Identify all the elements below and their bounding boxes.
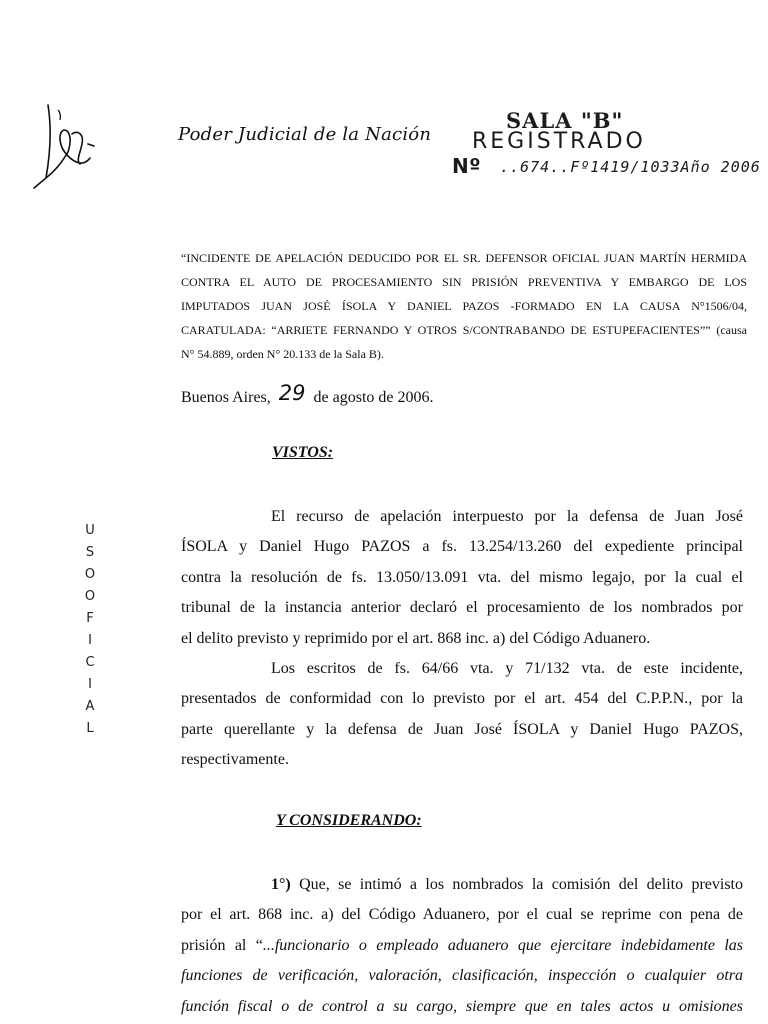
paragraph-line: ÍSOLA y Daniel Hugo PAZOS a fs. 13.254/13.260 del expediente principal bbox=[181, 538, 743, 556]
paragraph-line bbox=[181, 870, 743, 900]
stamp-number-label: Nº bbox=[452, 154, 482, 178]
paragraph-line: por el art. 868 inc. a) del Código Aduanero, por el cual se reprime con pena de bbox=[181, 906, 743, 924]
side-letter: F bbox=[86, 611, 94, 626]
side-letter: U bbox=[85, 523, 95, 538]
paragraph-line: Los escritos de fs. 64/66 vta. y 71/132 vta. de este incidente, bbox=[271, 660, 743, 677]
vistos-paragraph-2 bbox=[181, 654, 743, 776]
caption-line: CONTRA EL AUTO DE PROCESAMIENTO SIN PRISIÓN PREVENTIVA Y EMBARGO DE LOS bbox=[181, 275, 747, 289]
side-letter: O bbox=[84, 589, 96, 604]
paragraph-text: prisión al “ bbox=[181, 936, 263, 954]
caption-line: “INCIDENTE DE APELACIÓN DEDUCIDO POR EL SR. DEFENSOR OFICIAL JUAN MARTÍN HERMIDA bbox=[181, 251, 747, 265]
stamp-registrado: REGISTRADO bbox=[472, 129, 646, 154]
caption-line: CARATULADA: “ARRIETE FERNANDO Y OTROS S/CONTRABANDO DE ESTUPEFACIENTES”” (causa bbox=[181, 323, 747, 337]
vistos-paragraph-1 bbox=[181, 502, 743, 654]
side-letter: C bbox=[85, 655, 95, 670]
quoted-law-line: funciones de verificación, valoración, clasificación, inspección o cualquier otra bbox=[181, 967, 743, 985]
considerando-heading: Y CONSIDERANDO: bbox=[276, 812, 422, 829]
paragraph-line: el delito previsto y reprimido por el art. 868 inc. a) del Código Aduanero. bbox=[181, 629, 651, 647]
date-handwritten-day: 29 bbox=[278, 381, 306, 405]
side-letter: I bbox=[88, 677, 92, 692]
letterhead-title: Poder Judicial de la Nación bbox=[178, 124, 432, 145]
date-suffix: de agosto de 2006. bbox=[313, 389, 434, 406]
considerando-paragraph-1 bbox=[181, 870, 743, 1022]
caption-line: N° 54.889, orden N° 20.133 de la Sala B). bbox=[181, 347, 384, 361]
side-letter: O bbox=[84, 567, 96, 582]
paragraph-line: parte querellante y la defensa de Juan José ÍSOLA y Daniel Hugo PAZOS, bbox=[181, 720, 743, 738]
quoted-law-line: función fiscal o de control a su cargo, siempre que en tales actos u omisiones bbox=[181, 997, 743, 1015]
paragraph-line: El recurso de apelación interpuesto por la defensa de Juan José bbox=[271, 508, 743, 525]
paragraph-line: presentados de conformidad con lo previsto por el art. 454 del C.P.P.N., por la bbox=[181, 690, 743, 708]
stamp-handwritten-entry: ..674..Fº1419/1033Año 2006 bbox=[500, 158, 761, 176]
stamp-sala: SALA "B" bbox=[506, 108, 624, 133]
vistos-heading: VISTOS: bbox=[272, 444, 334, 461]
quoted-law-text: ...funcionario o empleado aduanero que ejercitare indebidamente las bbox=[262, 936, 744, 954]
paragraph-line bbox=[181, 931, 743, 961]
paragraph-line: tribunal de la instancia anterior declaró el procesamiento de los nombrados por bbox=[181, 599, 743, 617]
date-line bbox=[181, 383, 434, 407]
uso-oficial-side-label bbox=[80, 520, 100, 740]
case-caption bbox=[181, 246, 747, 366]
paragraph-line: respectivamente. bbox=[181, 751, 289, 769]
side-letter: S bbox=[85, 545, 95, 560]
handwritten-signature bbox=[28, 100, 108, 192]
paragraph-text: Que, se intimó a los nombrados la comisión del delito previsto bbox=[299, 876, 743, 893]
side-letter: I bbox=[88, 633, 92, 648]
paragraph-line: contra la resolución de fs. 13.050/13.091 vta. del mismo legajo, por la cual el bbox=[181, 568, 743, 586]
caption-line: IMPUTADOS JUAN JOSÉ ÍSOLA Y DANIEL PAZOS -FORMADO EN LA CAUSA N°1506/04, bbox=[181, 299, 747, 313]
side-letter: L bbox=[86, 721, 94, 736]
date-prefix: Buenos Aires, bbox=[181, 389, 271, 406]
side-letter: A bbox=[85, 699, 95, 714]
paragraph-number: 1°) bbox=[271, 876, 291, 893]
